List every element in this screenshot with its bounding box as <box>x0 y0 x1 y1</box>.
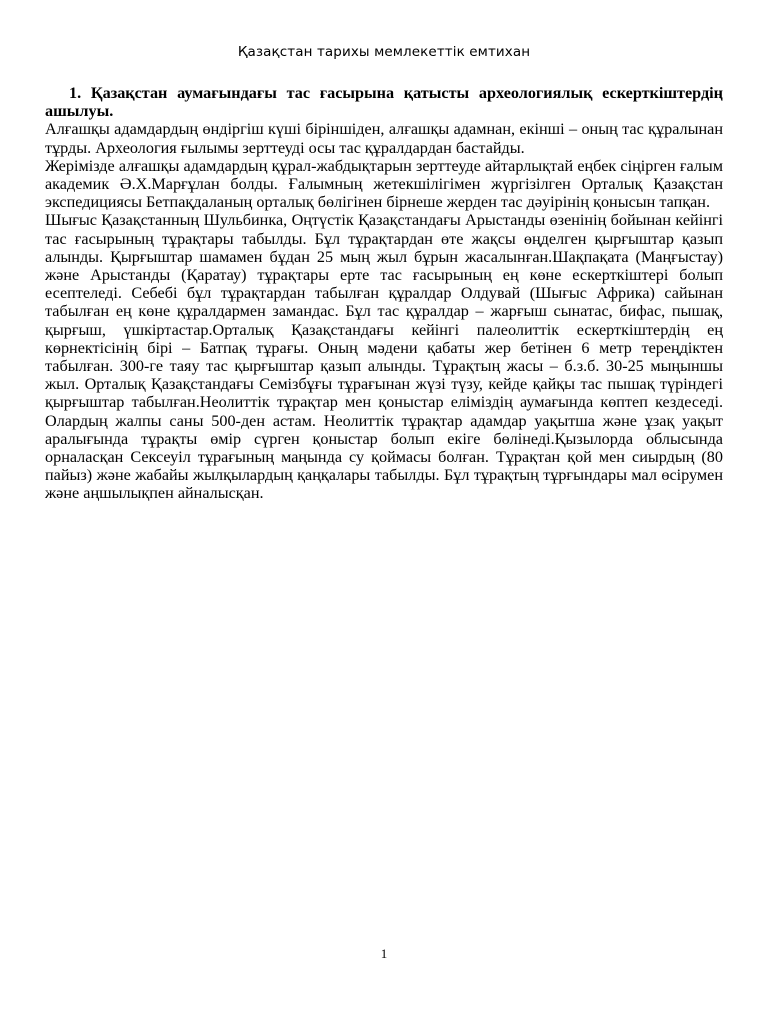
paragraph-3: Шығыс Қазақстанның Шульбинка, Оңтүстік Қазақстандағы Арыстанды өзенінің бойынан кейінгі тас ғасырының тұрақтары табылды. Бұл тұрақтардан өте жақсы өңделген қырғыштар қазып алынды. Қырғыштар шамамен бұдан 25 мың жыл бұрын жасалынған.Шақпақата (Маңғыстау) және Арыстанды (Қаратау) тұрақтары ерте тас ғасырының ең көне ескерткіштері болып есептеледі. Себебі бұл тұрақтардан табылған құралдар Олдувай (Шығыс Африка) сайынан табылған ең көне құралдармен замандас. Бұл тас құралдар – жарғыш сынатас, бифас, пышақ, қырғыш, үшкіртастар.Орталық Қазақстандағы кейінгі палеолиттік ескерткіштердің ең көрнектісінің бірі – Батпақ тұрағы. Оның мәдени қабаты жер бетінен 6 метр тереңдіктен табылған. 300-ге таяу тас қырғыштар қазып алынды. Тұрақтың жасы – б.з.б. 30-25 мыңыншы жыл. Орталық Қазақстандағы Семізбұғы тұрағынан жүзі түзу, кейде қайқы тас пышақ түріндегі қырғыштар табылған.Неолиттік тұрақтар мен қоныстар еліміздің аумағында көптеп кездеседі. Олардың жалпы саны 500-ден астам. Неолиттік тұрақтар адамдар уақытша және ұзақ уақыт аралығында тұрақты өмір сүрген қоныстар болып екіге бөлінеді.Қызылорда облысында орналасқан Сексеуіл тұрағының маңында су қоймасы болған. Тұрақтан қой мен сиырдың (80 пайыз) және жабайы жылқылардың қаңқалары табылды. Бұл тұрақтың тұрғындары мал өсірумен және аңшылықпен айналысқан. <box>45 211 723 503</box>
page-number: 1 <box>380 946 388 961</box>
paragraph-1: Алғашқы адамдардың өндіргіш күші біріншіден, алғашқы адамнан, екінші – оның тас құралынан тұрды. Археология ғылымы зерттеуді осы тас құралдардан бастайды. <box>45 120 723 157</box>
section-heading: 1. Қазақстан аумағындағы тас ғасырына қатысты археологиялық ескерткіштердің ашылуы. <box>45 84 723 121</box>
paragraph-2: Жерімізде алғашқы адамдардың құрал-жабдықтарын зерттеуде айтарлықтай еңбек сіңірген ғалым академик Ә.Х.Марғұлан болды. Ғалымның жетекшілігімен жүргізілген Орталық Қазақстан экспедициясы Бетпақдаланың орталық бөлігінен бірнеше жерден тас дәуірінің қонысын тапқан. <box>45 156 723 212</box>
document-body <box>45 84 723 503</box>
document-title: Қазақстан тарихы мемлекеттік емтихан <box>237 44 531 60</box>
